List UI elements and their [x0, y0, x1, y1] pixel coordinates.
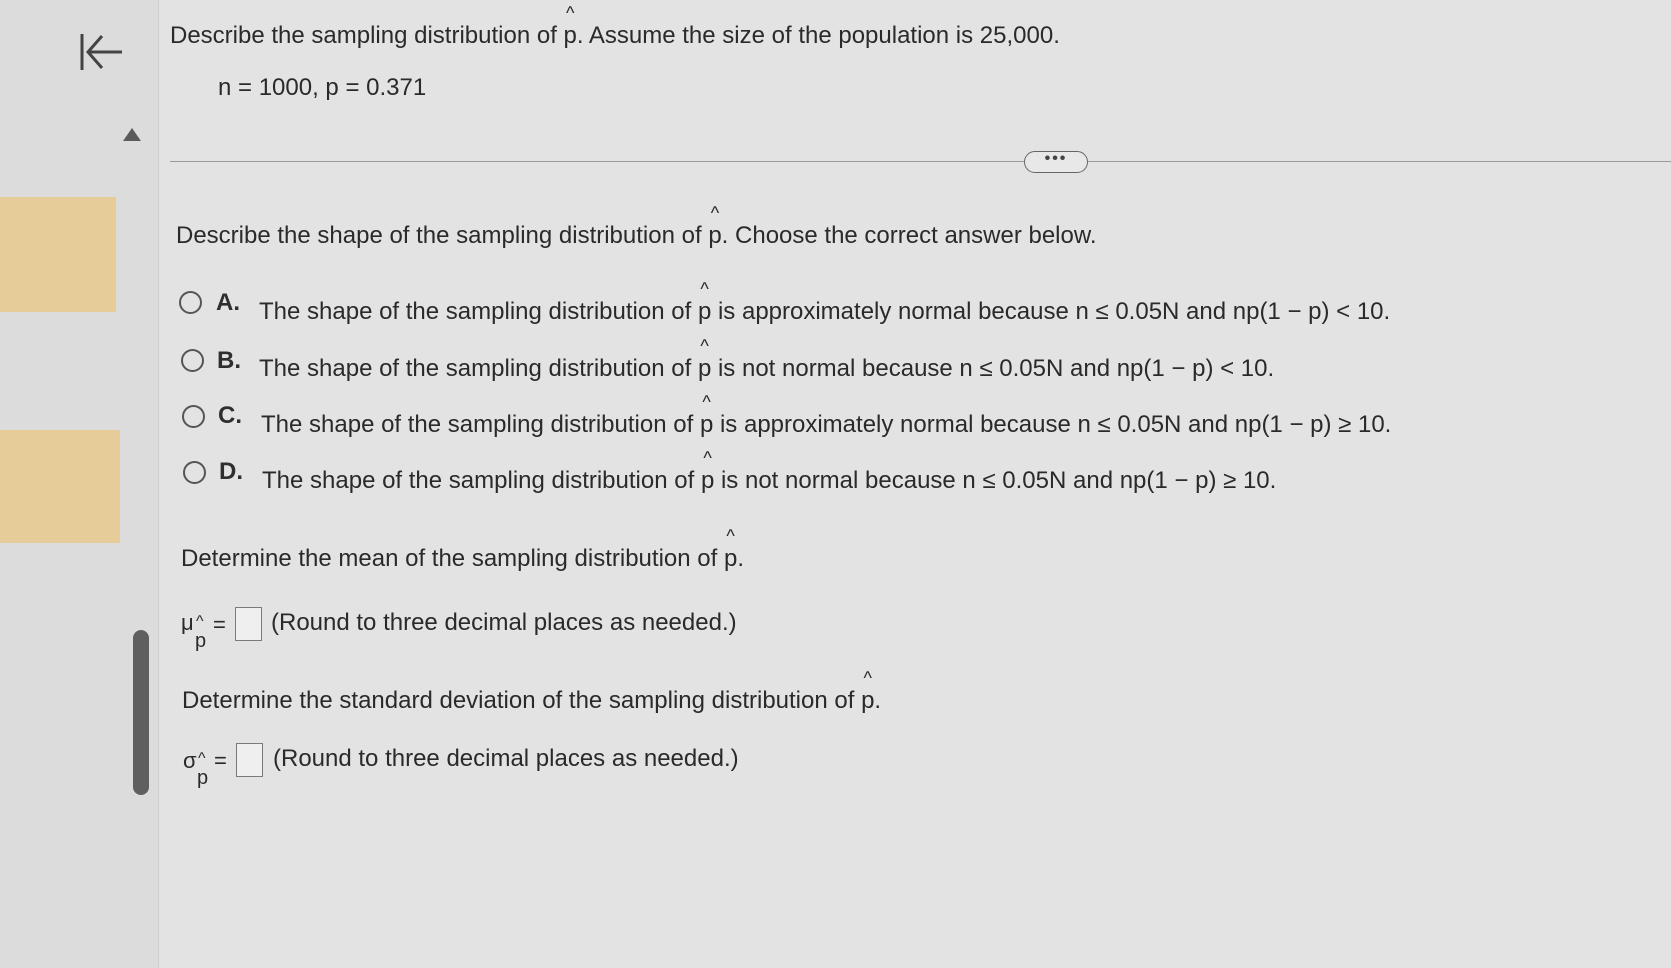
option-b-text[interactable] — [259, 355, 1274, 383]
sd-equals: = — [214, 748, 227, 773]
mu-subscript-p: p — [195, 630, 207, 652]
sigma-hat-mark: ^ — [198, 750, 206, 767]
mean-round-hint: (Round to three decimal places as needed.) — [271, 609, 737, 636]
option-c-radio[interactable] — [182, 405, 205, 428]
option-d-text-after: is not normal because n ≤ 0.05N and np(1 − p) ≥ 10. — [714, 467, 1277, 494]
shape-prompt-before: Describe the shape of the sampling distribution of — [176, 222, 709, 249]
option-c-text[interactable] — [261, 411, 1391, 439]
p-hat-symbol: ^ p — [724, 545, 737, 573]
question-intro — [170, 22, 1060, 50]
p-hat-symbol: ^ p — [708, 222, 721, 250]
question-intro-before: Describe the sampling distribution of — [170, 22, 564, 49]
shape-prompt-after: . Choose the correct answer below. — [721, 222, 1097, 249]
mean-equals: = — [213, 612, 226, 637]
p-hat-symbol: ^ p — [698, 298, 711, 326]
section-divider — [170, 161, 1671, 162]
option-c-letter: C. — [218, 402, 242, 429]
option-d-text[interactable] — [262, 467, 1276, 495]
sigma-symbol: σ — [183, 748, 197, 773]
given-values: n = 1000, p = 0.371 — [218, 74, 427, 101]
p-hat-symbol: ^ p — [700, 411, 713, 439]
p-hat-symbol: ^ p — [564, 22, 577, 50]
shape-prompt — [176, 222, 1097, 250]
option-a-text[interactable] — [259, 298, 1390, 326]
option-b-radio[interactable] — [181, 349, 204, 372]
p-hat-symbol: ^ p — [698, 355, 711, 383]
mean-prompt-before: Determine the mean of the sampling distribution of — [181, 545, 724, 572]
mean-prompt — [181, 545, 744, 573]
option-c-text-before: The shape of the sampling distribution of — [261, 411, 700, 438]
option-a-radio[interactable] — [179, 291, 202, 314]
option-a-text-before: The shape of the sampling distribution of — [259, 298, 698, 325]
mu-hat-mark: ^ — [196, 613, 204, 630]
mean-prompt-after: . — [737, 545, 744, 572]
option-a-text-after: is approximately normal because n ≤ 0.05N and np(1 − p) < 10. — [711, 298, 1391, 325]
option-d-radio[interactable] — [183, 461, 206, 484]
option-a-letter: A. — [216, 289, 240, 316]
sigma-subscript-p: p — [197, 767, 209, 789]
more-options-button[interactable]: ••• — [1024, 151, 1088, 173]
option-d-letter: D. — [219, 458, 243, 485]
sd-round-hint: (Round to three decimal places as needed.) — [273, 745, 739, 772]
question-intro-after: . Assume the size of the population is 25,000. — [576, 22, 1060, 49]
option-d-text-before: The shape of the sampling distribution of — [262, 467, 701, 494]
mu-symbol: μ — [181, 610, 194, 635]
p-hat-symbol: ^ p — [861, 687, 874, 715]
sd-answer-input[interactable] — [236, 743, 263, 777]
p-hat-symbol: ^ p — [701, 467, 714, 495]
sd-prompt-after: . — [874, 687, 882, 714]
sd-prompt — [182, 687, 881, 715]
option-b-text-after: is not normal because n ≤ 0.05N and np(1 − p) < 10. — [711, 355, 1275, 382]
mean-answer-input[interactable] — [235, 607, 262, 641]
option-c-text-after: is approximately normal because n ≤ 0.05N and np(1 − p) ≥ 10. — [713, 411, 1392, 438]
option-b-text-before: The shape of the sampling distribution of — [259, 355, 698, 382]
sd-prompt-before: Determine the standard deviation of the sampling distribution of — [182, 687, 862, 714]
option-b-letter: B. — [217, 347, 241, 374]
